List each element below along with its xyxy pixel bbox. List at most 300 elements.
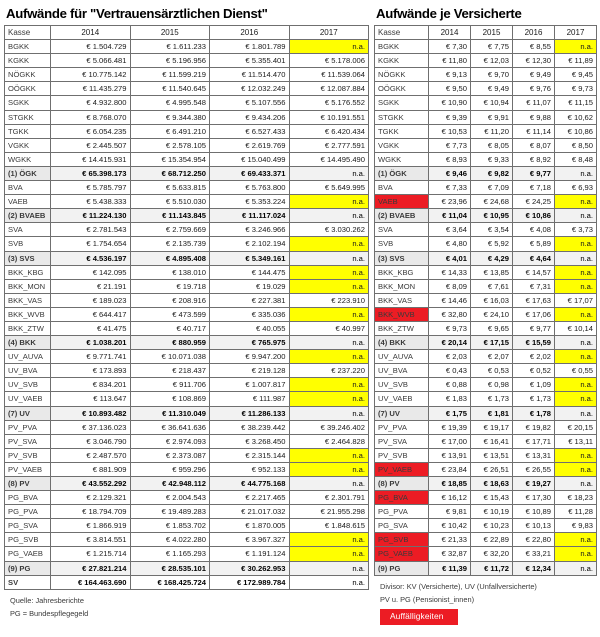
table-row <box>375 392 597 406</box>
table-row <box>5 575 369 589</box>
table-row <box>5 307 369 321</box>
cell-2015: € 42.948.112 <box>130 477 210 491</box>
cell-2014: € 1.866.919 <box>51 519 131 533</box>
row-label: SGKK <box>375 96 429 110</box>
table-row <box>5 420 369 434</box>
cell-2014: € 10,42 <box>429 519 471 533</box>
table-row <box>5 110 369 124</box>
cell-2017: € 20,15 <box>555 420 597 434</box>
cell-2016: € 9.947.200 <box>210 350 290 364</box>
cell-2016: € 10,89 <box>513 505 555 519</box>
cell-2014: € 37.136.023 <box>51 420 131 434</box>
cell-2016: € 9.434.206 <box>210 110 290 124</box>
cell-2014: € 3.814.551 <box>51 533 131 547</box>
cell-2014: € 173.893 <box>51 364 131 378</box>
cell-2015: € 12,03 <box>471 54 513 68</box>
row-label: UV_SVB <box>5 378 51 392</box>
row-label: BKK_ZTW <box>5 321 51 335</box>
cell-2016: € 17,71 <box>513 434 555 448</box>
cell-2015: € 5.633.815 <box>130 181 210 195</box>
table-row <box>375 561 597 575</box>
row-label: SVB <box>375 237 429 251</box>
row-label: SV <box>5 575 51 589</box>
cell-2015: € 2.373.087 <box>130 448 210 462</box>
cell-2016: € 1,73 <box>513 392 555 406</box>
cell-2016: € 11.286.133 <box>210 406 290 420</box>
table-row <box>5 138 369 152</box>
cell-2015: € 11.540.645 <box>130 82 210 96</box>
cell-2017: n.a. <box>555 307 597 321</box>
row-label: (2) BVAEB <box>5 209 51 223</box>
header-row <box>5 26 369 40</box>
table-row <box>375 477 597 491</box>
table-row <box>375 307 597 321</box>
cell-2015: € 7,61 <box>471 279 513 293</box>
cell-2014: € 10,90 <box>429 96 471 110</box>
footnote-pv-pg: PV u. PG (Pensionist_innen) <box>380 594 475 604</box>
table-row <box>375 448 597 462</box>
footnote-pg: PG = Bundespflegegeld <box>10 608 89 618</box>
cell-2015: € 5,92 <box>471 237 513 251</box>
table-row <box>375 209 597 223</box>
cell-2014: € 1.504.729 <box>51 40 131 54</box>
cell-2017: n.a. <box>289 392 369 406</box>
cell-2017: € 1.848.615 <box>289 519 369 533</box>
cell-2017: n.a. <box>555 279 597 293</box>
table-row <box>5 166 369 180</box>
table-row <box>375 434 597 448</box>
cell-2015: € 2.004.543 <box>130 491 210 505</box>
cell-2015: € 8,05 <box>471 138 513 152</box>
cell-2017: € 2.777.591 <box>289 138 369 152</box>
cell-2017: € 8,48 <box>555 152 597 166</box>
table-row <box>5 293 369 307</box>
cell-2015: € 11,72 <box>471 561 513 575</box>
table-row <box>5 124 369 138</box>
cell-2015: € 16,41 <box>471 434 513 448</box>
row-label: WGKK <box>375 152 429 166</box>
cell-2017: n.a. <box>555 547 597 561</box>
row-label: BKK_VAS <box>375 293 429 307</box>
cell-2014: € 1,83 <box>429 392 471 406</box>
cell-2017: n.a. <box>289 251 369 265</box>
cell-2016: € 9,49 <box>513 68 555 82</box>
cell-2017: € 0,55 <box>555 364 597 378</box>
cell-2017: € 11,89 <box>555 54 597 68</box>
cell-2016: € 22,80 <box>513 533 555 547</box>
cell-2015: € 2.974.093 <box>130 434 210 448</box>
cell-2017: n.a. <box>555 392 597 406</box>
cell-2017: n.a. <box>289 166 369 180</box>
cell-2015: € 36.641.636 <box>130 420 210 434</box>
cell-2017: € 223.910 <box>289 293 369 307</box>
cell-2016: € 69.433.371 <box>210 166 290 180</box>
row-label: (7) UV <box>5 406 51 420</box>
row-label: TGKK <box>5 124 51 138</box>
cell-2016: € 38.239.442 <box>210 420 290 434</box>
table-row <box>375 223 597 237</box>
cell-2017: € 3.030.262 <box>289 223 369 237</box>
row-label: BGKK <box>375 40 429 54</box>
table-row <box>5 251 369 265</box>
cell-2016: € 19,27 <box>513 477 555 491</box>
cell-2015: € 15,43 <box>471 491 513 505</box>
table-row <box>375 138 597 152</box>
table-row <box>375 152 597 166</box>
cell-2017: € 21.955.298 <box>289 505 369 519</box>
row-label: UV_BVA <box>375 364 429 378</box>
cell-2015: € 22,89 <box>471 533 513 547</box>
cell-2016: € 5.763.800 <box>210 181 290 195</box>
row-label: (1) ÖGK <box>375 166 429 180</box>
cell-2016: € 5.349.161 <box>210 251 290 265</box>
cell-2015: € 138.010 <box>130 265 210 279</box>
cell-2017: € 8,50 <box>555 138 597 152</box>
row-label: SVA <box>5 223 51 237</box>
cell-2014: € 164.463.690 <box>51 575 131 589</box>
table-row <box>5 209 369 223</box>
cell-2016: € 44.775.168 <box>210 477 290 491</box>
row-label: VAEB <box>375 195 429 209</box>
cell-2015: € 959.296 <box>130 462 210 476</box>
cell-2016: € 12.032.249 <box>210 82 290 96</box>
table-row <box>5 406 369 420</box>
cell-2016: € 3.268.450 <box>210 434 290 448</box>
cell-2015: € 68.712.250 <box>130 166 210 180</box>
table-row <box>5 195 369 209</box>
table-row <box>5 547 369 561</box>
cell-2015: € 26,51 <box>471 462 513 476</box>
cell-2014: € 189.023 <box>51 293 131 307</box>
row-label: (8) PV <box>375 477 429 491</box>
cell-2016: € 2.619.769 <box>210 138 290 152</box>
cell-2015: € 28.535.101 <box>130 561 210 575</box>
table-row <box>5 561 369 575</box>
cell-2016: € 2.217.465 <box>210 491 290 505</box>
cell-2014: € 0,88 <box>429 378 471 392</box>
cell-2014: € 65.398.173 <box>51 166 131 180</box>
cell-2015: € 18,63 <box>471 477 513 491</box>
cell-2015: € 218.437 <box>130 364 210 378</box>
row-label: (4) BKK <box>5 336 51 350</box>
row-label: BKK_WVB <box>5 307 51 321</box>
row-label: VAEB <box>5 195 51 209</box>
table-row <box>375 237 597 251</box>
table-row <box>375 350 597 364</box>
cell-2014: € 5.785.797 <box>51 181 131 195</box>
table-total-expenses <box>4 25 369 590</box>
cell-2014: € 2.445.507 <box>51 138 131 152</box>
cell-2015: € 7,09 <box>471 181 513 195</box>
cell-2015: € 11.143.845 <box>130 209 210 223</box>
row-label: UV_SVB <box>375 378 429 392</box>
row-label: (4) BKK <box>375 336 429 350</box>
row-label: (9) PG <box>375 561 429 575</box>
cell-2014: € 6.054.235 <box>51 124 131 138</box>
cell-2016: € 9,77 <box>513 321 555 335</box>
cell-2016: € 9,77 <box>513 166 555 180</box>
table-row <box>375 181 597 195</box>
column-header-2014: 2014 <box>429 26 471 40</box>
cell-2016: € 3.967.327 <box>210 533 290 547</box>
cell-2016: € 227.381 <box>210 293 290 307</box>
cell-2014: € 4.536.197 <box>51 251 131 265</box>
cell-2017: n.a. <box>289 40 369 54</box>
legend-auffaelligkeiten: Auffälligkeiten <box>380 609 458 625</box>
cell-2017: n.a. <box>555 378 597 392</box>
cell-2017: € 11.539.064 <box>289 68 369 82</box>
cell-2014: € 8,09 <box>429 279 471 293</box>
cell-2014: € 41.475 <box>51 321 131 335</box>
cell-2017: n.a. <box>289 547 369 561</box>
cell-2016: € 2.102.194 <box>210 237 290 251</box>
row-label: PG_BVA <box>375 491 429 505</box>
row-label: UV_VAEB <box>375 392 429 406</box>
cell-2017: n.a. <box>289 406 369 420</box>
row-label: (8) PV <box>5 477 51 491</box>
table-row <box>5 364 369 378</box>
cell-2015: € 9.344.380 <box>130 110 210 124</box>
column-header-2016: 2016 <box>210 26 290 40</box>
cell-2014: € 32,87 <box>429 547 471 561</box>
cell-2016: € 9,76 <box>513 82 555 96</box>
cell-2017: € 10,86 <box>555 124 597 138</box>
cell-2015: € 2.578.105 <box>130 138 210 152</box>
cell-2017: € 14.495.490 <box>289 152 369 166</box>
row-label: (9) PG <box>5 561 51 575</box>
table-row <box>375 110 597 124</box>
cell-2017: n.a. <box>289 237 369 251</box>
row-label: PG_SVB <box>375 533 429 547</box>
cell-2017: € 39.246.402 <box>289 420 369 434</box>
cell-2014: € 18.794.709 <box>51 505 131 519</box>
table-row <box>375 251 597 265</box>
row-label: BKK_WVB <box>375 307 429 321</box>
cell-2015: € 16,03 <box>471 293 513 307</box>
cell-2016: € 11,07 <box>513 96 555 110</box>
cell-2014: € 142.095 <box>51 265 131 279</box>
cell-2015: € 15.354.954 <box>130 152 210 166</box>
cell-2014: € 19,39 <box>429 420 471 434</box>
cell-2015: € 4.895.408 <box>130 251 210 265</box>
cell-2014: € 11,04 <box>429 209 471 223</box>
cell-2017: n.a. <box>289 533 369 547</box>
row-label: (7) UV <box>375 406 429 420</box>
table-row <box>375 279 597 293</box>
cell-2014: € 7,73 <box>429 138 471 152</box>
cell-2016: € 33,21 <box>513 547 555 561</box>
table-row <box>375 519 597 533</box>
cell-2015: € 11.599.219 <box>130 68 210 82</box>
cell-2015: € 24,68 <box>471 195 513 209</box>
table-row <box>5 477 369 491</box>
row-label: PV_PVA <box>375 420 429 434</box>
cell-2015: € 1.165.293 <box>130 547 210 561</box>
row-label: STGKK <box>5 110 51 124</box>
cell-2014: € 1.754.654 <box>51 237 131 251</box>
cell-2017: € 12.087.884 <box>289 82 369 96</box>
table-row <box>375 420 597 434</box>
cell-2014: € 5.066.481 <box>51 54 131 68</box>
cell-2014: € 1,75 <box>429 406 471 420</box>
table-row <box>375 293 597 307</box>
cell-2017: n.a. <box>289 561 369 575</box>
cell-2015: € 9,91 <box>471 110 513 124</box>
cell-2017: € 9,45 <box>555 68 597 82</box>
cell-2015: € 13,51 <box>471 448 513 462</box>
page-title-left: Aufwände für "Vertrauensärztlichen Dienst" <box>6 6 268 21</box>
cell-2015: € 9,33 <box>471 152 513 166</box>
cell-2016: € 11,14 <box>513 124 555 138</box>
table-row <box>5 336 369 350</box>
cell-2014: € 27.821.214 <box>51 561 131 575</box>
cell-2017: n.a. <box>555 477 597 491</box>
table-row <box>5 533 369 547</box>
cell-2014: € 11,39 <box>429 561 471 575</box>
table-row <box>5 491 369 505</box>
cell-2014: € 16,12 <box>429 491 471 505</box>
cell-2015: € 10,19 <box>471 505 513 519</box>
cell-2015: € 24,10 <box>471 307 513 321</box>
row-label: PG_VAEB <box>5 547 51 561</box>
cell-2017: n.a. <box>555 251 597 265</box>
row-label: BKK_KBG <box>5 265 51 279</box>
cell-2016: € 30.262.953 <box>210 561 290 575</box>
column-header-2015: 2015 <box>130 26 210 40</box>
cell-2017: € 5.178.006 <box>289 54 369 68</box>
cell-2017: n.a. <box>555 533 597 547</box>
cell-2014: € 9,50 <box>429 82 471 96</box>
row-label: SVA <box>375 223 429 237</box>
cell-2017: n.a. <box>555 561 597 575</box>
cell-2016: € 172.989.784 <box>210 575 290 589</box>
cell-2014: € 2,03 <box>429 350 471 364</box>
cell-2014: € 23,84 <box>429 462 471 476</box>
row-label: PG_SVA <box>5 519 51 533</box>
cell-2014: € 10,53 <box>429 124 471 138</box>
row-label: SGKK <box>5 96 51 110</box>
cell-2017: n.a. <box>555 40 597 54</box>
cell-2016: € 952.133 <box>210 462 290 476</box>
row-label: (3) SVS <box>375 251 429 265</box>
cell-2017: € 10,62 <box>555 110 597 124</box>
cell-2016: € 5.353.224 <box>210 195 290 209</box>
cell-2017: n.a. <box>289 209 369 223</box>
cell-2014: € 7,30 <box>429 40 471 54</box>
cell-2014: € 3,64 <box>429 223 471 237</box>
table-row <box>375 462 597 476</box>
cell-2014: € 9,81 <box>429 505 471 519</box>
row-label: OÖGKK <box>375 82 429 96</box>
table-row <box>375 505 597 519</box>
row-label: PG_PVA <box>375 505 429 519</box>
cell-2017: € 11,28 <box>555 505 597 519</box>
table-header-left <box>5 26 369 40</box>
row-label: (3) SVS <box>5 251 51 265</box>
cell-2017: n.a. <box>555 265 597 279</box>
row-label: BKK_MON <box>5 279 51 293</box>
cell-2014: € 834.201 <box>51 378 131 392</box>
table-row <box>375 364 597 378</box>
column-header-kasse: Kasse <box>5 26 51 40</box>
cell-2017: € 10,14 <box>555 321 597 335</box>
table-row <box>375 378 597 392</box>
cell-2014: € 2.781.543 <box>51 223 131 237</box>
cell-2016: € 2,02 <box>513 350 555 364</box>
table-row <box>5 181 369 195</box>
row-label: (1) ÖGK <box>5 166 51 180</box>
cell-2016: € 6.527.433 <box>210 124 290 138</box>
cell-2015: € 40.717 <box>130 321 210 335</box>
cell-2014: € 20,14 <box>429 336 471 350</box>
cell-2014: € 14.415.931 <box>51 152 131 166</box>
table-row <box>375 124 597 138</box>
row-label: OÖGKK <box>5 82 51 96</box>
cell-2017: n.a. <box>289 575 369 589</box>
cell-2015: € 5.510.030 <box>130 195 210 209</box>
cell-2014: € 2.129.321 <box>51 491 131 505</box>
table-row <box>5 152 369 166</box>
header-row <box>375 26 597 40</box>
cell-2015: € 4.995.548 <box>130 96 210 110</box>
table-row <box>375 82 597 96</box>
table-header-right <box>375 26 597 40</box>
cell-2016: € 10,13 <box>513 519 555 533</box>
cell-2017: € 17,07 <box>555 293 597 307</box>
cell-2016: € 111.987 <box>210 392 290 406</box>
table-row <box>5 40 369 54</box>
cell-2016: € 21.017.032 <box>210 505 290 519</box>
cell-2015: € 2.135.739 <box>130 237 210 251</box>
cell-2015: € 9,70 <box>471 68 513 82</box>
cell-2015: € 7,75 <box>471 40 513 54</box>
cell-2017: € 9,83 <box>555 519 597 533</box>
table-row <box>375 96 597 110</box>
table-row <box>375 265 597 279</box>
cell-2014: € 9,13 <box>429 68 471 82</box>
cell-2014: € 4,01 <box>429 251 471 265</box>
table-row <box>375 406 597 420</box>
row-label: UV_BVA <box>5 364 51 378</box>
footnote-source: Quelle: Jahresberichte <box>10 595 84 605</box>
cell-2015: € 10,94 <box>471 96 513 110</box>
cell-2017: € 40.997 <box>289 321 369 335</box>
cell-2016: € 4,08 <box>513 223 555 237</box>
table-row <box>5 265 369 279</box>
cell-2014: € 23,96 <box>429 195 471 209</box>
cell-2017: n.a. <box>555 336 597 350</box>
cell-2014: € 32,80 <box>429 307 471 321</box>
row-label: PG_SVA <box>375 519 429 533</box>
row-label: TGKK <box>375 124 429 138</box>
cell-2017: € 13,11 <box>555 434 597 448</box>
table-row <box>375 195 597 209</box>
cell-2017: € 5.176.552 <box>289 96 369 110</box>
row-label: PV_SVA <box>375 434 429 448</box>
cell-2015: € 208.916 <box>130 293 210 307</box>
table-body-left <box>5 40 369 590</box>
cell-2015: € 9,49 <box>471 82 513 96</box>
row-label: UV_AUVA <box>375 350 429 364</box>
cell-2014: € 4,80 <box>429 237 471 251</box>
cell-2015: € 32,20 <box>471 547 513 561</box>
table-row <box>5 392 369 406</box>
cell-2014: € 13,91 <box>429 448 471 462</box>
cell-2016: € 4,64 <box>513 251 555 265</box>
column-header-2014: 2014 <box>51 26 131 40</box>
table-row <box>5 519 369 533</box>
cell-2017: n.a. <box>289 336 369 350</box>
